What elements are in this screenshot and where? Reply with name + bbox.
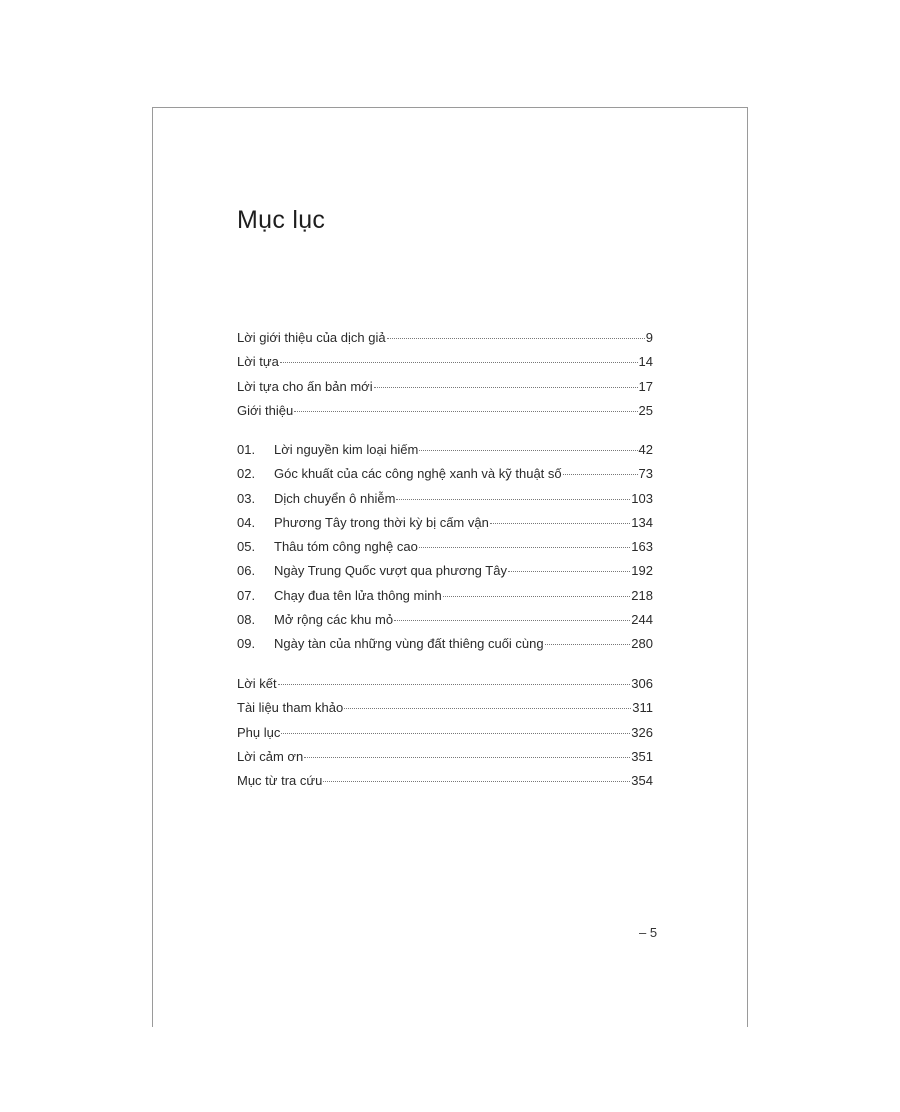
toc-chapter-entry [237, 442, 653, 466]
dot-leader [394, 620, 630, 621]
toc-entry-page: 326 [631, 724, 653, 740]
dot-leader [374, 387, 638, 388]
dot-leader [396, 499, 630, 500]
dot-leader [443, 596, 631, 597]
page-number: – 5 [639, 925, 658, 940]
toc-entry-label: Lời tựa [237, 354, 279, 370]
toc-entry-label: Tài liệu tham khảo [237, 700, 344, 716]
toc-entry-page: 134 [631, 514, 653, 530]
toc-chapter-entry [237, 539, 653, 563]
chapter-number: 02. [237, 466, 256, 482]
toc-chapter-entry [237, 466, 653, 490]
toc-entry-page: 218 [631, 587, 653, 603]
toc-entry-label: Lời giới thiệu của dịch giả [237, 330, 386, 345]
chapter-number: 01. [237, 442, 256, 457]
toc-entry-label: Lời nguyền kim loại hiếm [274, 442, 419, 457]
toc-entry [237, 403, 653, 427]
dot-leader [490, 523, 630, 524]
toc-entry-page: 311 [632, 700, 653, 716]
dot-leader [281, 733, 630, 734]
toc-entry-label: Lời kết [237, 676, 277, 691]
toc-entry-label: Phương Tây trong thời kỳ bị cấm vận [274, 514, 489, 530]
chapter-number: 05. [237, 539, 256, 555]
toc-entry-label: Lời tựa cho ấn bản mới [237, 378, 373, 394]
toc-entry-page: 14 [638, 354, 653, 370]
toc-back-matter [237, 676, 653, 797]
toc-chapter-entry [237, 636, 653, 660]
toc-entry-page: 25 [638, 402, 653, 418]
dot-leader [280, 362, 638, 363]
toc-chapter-entry [237, 612, 653, 636]
toc-entry [237, 330, 653, 354]
toc-entry [237, 725, 653, 749]
toc-entry [237, 379, 653, 403]
dot-leader [323, 781, 630, 782]
toc-entry-page: 354 [631, 773, 653, 789]
toc-front-matter [237, 330, 653, 427]
toc-entry-page: 351 [631, 748, 653, 764]
toc-entry-page: 244 [631, 612, 653, 628]
toc-entry [237, 773, 653, 797]
toc-chapter-entry [237, 515, 653, 539]
toc-entry [237, 749, 653, 773]
toc-entry-label: Mở rộng các khu mỏ [274, 612, 394, 628]
dot-leader [563, 474, 638, 475]
toc-chapters [237, 442, 653, 661]
toc-entry-page: 17 [638, 378, 653, 394]
toc-entry-page: 103 [631, 490, 653, 506]
toc-chapter-entry [237, 588, 653, 612]
toc-entry [237, 676, 653, 700]
chapter-number: 08. [237, 612, 256, 628]
toc-entry-label: Ngày tàn của những vùng đất thiêng cuối cùng [274, 636, 544, 652]
toc-entry-label: Dịch chuyển ô nhiễm [274, 490, 396, 506]
toc-entry-page: 280 [631, 636, 653, 652]
dot-leader [294, 411, 637, 412]
toc-entry-page: 73 [638, 466, 653, 482]
toc-entry-page: 42 [638, 442, 653, 457]
toc-entry-label: Góc khuất của các công nghệ xanh và kỹ thuật số [274, 466, 562, 482]
page-title: Mục lục [237, 206, 326, 234]
toc-entry-label: Lời cảm ơn [237, 748, 304, 764]
dot-leader [387, 338, 645, 339]
dot-leader [344, 708, 631, 709]
toc-entry-label: Mục từ tra cứu [237, 773, 323, 789]
dot-leader [278, 684, 631, 685]
toc-entry-page: 192 [631, 563, 653, 579]
dot-leader [419, 450, 637, 451]
chapter-number: 04. [237, 514, 256, 530]
toc-chapter-entry [237, 563, 653, 587]
toc-entry-label: Phụ lục [237, 724, 281, 740]
toc-chapter-entry [237, 491, 653, 515]
chapter-number: 06. [237, 563, 256, 579]
chapter-number: 03. [237, 490, 256, 506]
dot-leader [304, 757, 630, 758]
toc-entry [237, 354, 653, 378]
toc-entry-label: Thâu tóm công nghệ cao [274, 539, 418, 555]
chapter-number: 09. [237, 636, 256, 652]
toc-entry-page: 9 [645, 330, 653, 345]
toc-entry-page: 306 [631, 676, 653, 691]
toc-entry-label: Ngày Trung Quốc vượt qua phương Tây [274, 563, 507, 579]
dot-leader [508, 571, 630, 572]
dot-leader [419, 547, 630, 548]
dot-leader [545, 644, 631, 645]
chapter-number: 07. [237, 587, 256, 603]
toc-entry-page: 163 [631, 539, 653, 555]
toc-entry [237, 700, 653, 724]
toc-entry-label: Chạy đua tên lửa thông minh [274, 587, 442, 603]
toc-entry-label: Giới thiệu [237, 402, 294, 418]
